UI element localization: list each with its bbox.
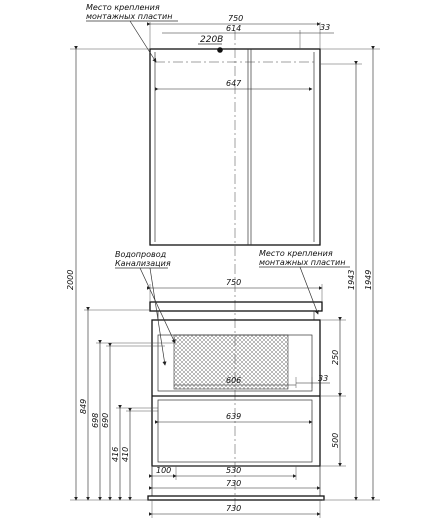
floor-line: [148, 496, 324, 500]
dim-250: 250: [331, 349, 340, 365]
left-height-dims: [66, 49, 175, 500]
dim-606: 606: [226, 376, 242, 385]
power-outlet-dot: [217, 47, 223, 53]
dim-1949: 1949: [364, 269, 373, 290]
top-label-line2: монтажных пластин: [86, 12, 173, 21]
dim-647: 647: [226, 79, 242, 88]
dim-750-top: 750: [228, 14, 244, 23]
top-label-leader: [130, 21, 156, 62]
top-width-dims: [150, 14, 334, 89]
dim-639: 639: [226, 412, 242, 421]
pipe-leader-1: [140, 268, 175, 343]
dim-530: 530: [226, 466, 242, 475]
vanity-width-dims: [150, 278, 330, 518]
dim-1943: 1943: [347, 269, 356, 290]
dim-33-mid: 33: [318, 374, 329, 383]
mount-label-line1: Место крепления: [259, 249, 333, 258]
dim-2000: 2000: [66, 269, 75, 290]
top-mount-annotation: [86, 3, 178, 62]
top-label-line1: Место крепления: [86, 3, 160, 12]
pipe-label-line1: Водопровод: [115, 250, 167, 259]
dim-614: 614: [226, 24, 242, 33]
dim-416: 416: [111, 446, 120, 462]
voltage-label: 220В: [200, 35, 224, 45]
mount-leader: [300, 267, 318, 314]
dim-730b: 730: [226, 504, 242, 513]
pipe-label-line2: Канализация: [115, 259, 171, 268]
sink-top: [150, 302, 322, 311]
dim-100: 100: [156, 466, 172, 475]
dim-849: 849: [79, 398, 88, 414]
dim-500: 500: [331, 432, 340, 448]
dim-730a: 730: [226, 479, 242, 488]
right-height-dims: [320, 49, 380, 500]
mirror-cabinet: [150, 30, 320, 510]
mount-annotation: [259, 249, 350, 314]
dim-410: 410: [121, 446, 130, 462]
mount-label-line2: монтажных пластин: [259, 258, 346, 267]
dim-690: 690: [101, 412, 110, 428]
dim-33-top: 33: [320, 23, 331, 32]
dim-750-mid: 750: [226, 278, 242, 287]
dim-698: 698: [91, 412, 100, 428]
pipe-annotation: [115, 250, 175, 365]
